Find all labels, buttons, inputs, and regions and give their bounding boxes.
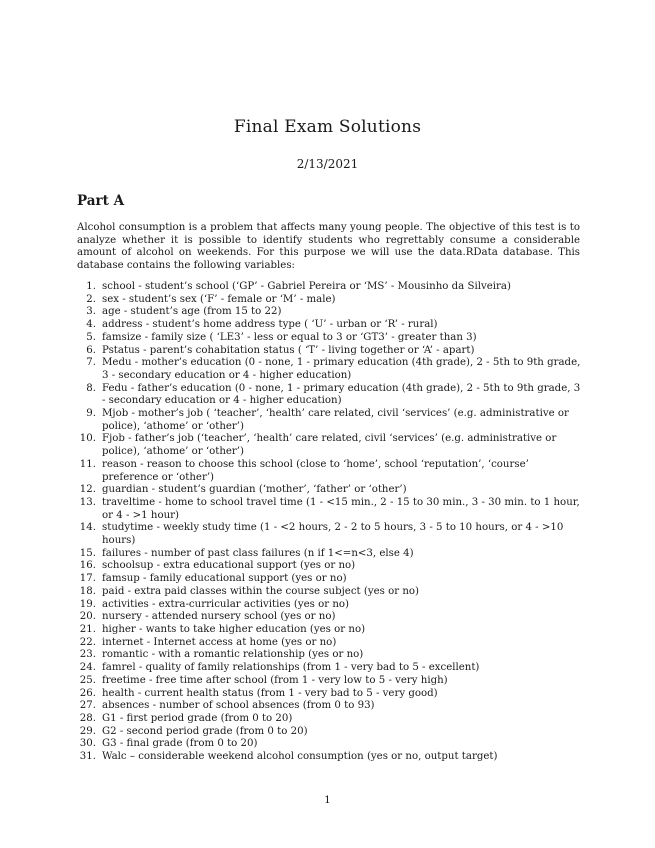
list-item-number: 3. [86, 306, 96, 318]
list-item-number: 8. [86, 382, 96, 394]
list-item-text: school - student’s school (‘GP’ - Gabriel Pereira or ‘MS’ - Mousinho da Silveira) [102, 281, 511, 292]
list-item-text: sex - student’s sex (‘F’ - female or ‘M’ - male) [102, 293, 336, 305]
list-item-text: famsize - family size ( ‘LE3’ - less or equal to 3 or ‘GT3’ - greater than 3) [102, 331, 477, 343]
list-item [77, 700, 582, 713]
list-item [77, 548, 582, 561]
list-item-text: address - student’s home address type ( ‘U’ - urban or ‘R’ - rural) [102, 319, 438, 331]
list-item [77, 688, 582, 701]
list-item-text: Fedu - father’s education (0 - none, 1 - primary education (4th grade), 2 - 5th to 9th grade, 3 - secondary education or 4 - higher education) [102, 382, 581, 407]
list-item-number: 27. [79, 700, 96, 712]
list-item-number: 13. [79, 496, 96, 508]
list-item [77, 522, 582, 547]
page-number: 1 [324, 794, 331, 806]
list-item-number: 5. [86, 331, 96, 343]
list-item-number: 28. [79, 712, 96, 724]
list-item [77, 294, 582, 307]
list-item-text: internet - Internet access at home (yes or no) [102, 636, 337, 648]
list-item [77, 345, 582, 358]
list-item-text: absences - number of school absences (from 0 to 93) [102, 700, 375, 712]
list-item [77, 433, 582, 458]
variable-list [77, 281, 582, 764]
list-item-number: 10. [79, 433, 96, 445]
list-item-text: paid - extra paid classes within the course subject (yes or no) [102, 585, 419, 597]
list-item-text: nursery - attended nursery school (yes or no) [102, 611, 336, 623]
list-item [77, 306, 582, 319]
list-item [77, 408, 582, 433]
list-item [77, 497, 582, 522]
list-item-number: 15. [79, 547, 96, 559]
section-heading: Part A [77, 193, 125, 209]
document-title: Final Exam Solutions [233, 117, 422, 137]
list-item [77, 649, 582, 662]
intro-paragraph: Alcohol consumption is a problem that affects many young people. The objective of this test is to analyze whether it is possible to identify students who regrettably consume a considerable amount of alcohol on weekends. For this purpose we will use the data.RData database. This database contains the following variables: [77, 222, 580, 271]
list-item [77, 383, 582, 408]
list-item-number: 16. [79, 560, 96, 572]
list-item [77, 459, 582, 484]
list-item [77, 319, 582, 332]
list-item-number: 25. [79, 674, 96, 686]
list-item [77, 611, 582, 624]
list-item [77, 624, 582, 637]
list-item-text: famrel - quality of family relationships (from 1 - very bad to 5 - excellent) [102, 662, 480, 674]
list-item-number: 19. [79, 598, 96, 610]
list-item [77, 573, 582, 586]
list-item-number: 2. [86, 293, 96, 305]
list-item-text: Medu - mother’s education (0 - none, 1 - primary education (4th grade), 2 - 5th to 9th grade, 3 - secondary education or 4 - higher education) [102, 357, 581, 381]
list-item-text: guardian - student’s guardian (‘mother’, ‘father’ or ‘other’) [102, 484, 407, 496]
list-item-text: studytime - weekly study time (1 - <2 hours, 2 - 2 to 5 hours, 3 - 5 to 10 hours, or 4 - >10 hours) [102, 522, 564, 547]
list-item-number: 14. [79, 522, 96, 534]
list-item-number: 22. [79, 636, 96, 648]
list-item-number: 23. [79, 649, 96, 661]
list-item-number: 17. [79, 573, 96, 585]
list-item [77, 726, 582, 739]
list-item-number: 4. [86, 319, 96, 331]
list-item-text: age - student’s age (from 15 to 22) [102, 306, 282, 318]
list-item-text: Pstatus - parent’s cohabitation status ( ‘T’ - living together or ‘A’ - apart) [102, 344, 475, 356]
list-item-number: 31. [79, 751, 96, 763]
list-item [77, 637, 582, 650]
list-item [77, 281, 582, 294]
list-item-text: reason - reason to choose this school (close to ‘home’, school ‘reputation’, ‘course’ preference or ‘other’) [102, 458, 529, 483]
list-item-number: 9. [86, 408, 96, 420]
list-item-number: 12. [79, 484, 96, 496]
list-item-text: failures - number of past class failures (n if 1<=n<3, else 4) [102, 547, 414, 559]
list-item [77, 484, 582, 497]
list-item-text: romantic - with a romantic relationship (yes or no) [102, 649, 364, 661]
list-item [77, 662, 582, 675]
list-item-text: freetime - free time after school (from 1 - very low to 5 - very high) [102, 674, 448, 686]
list-item-number: 20. [79, 611, 96, 623]
list-item [77, 586, 582, 599]
list-item [77, 713, 582, 726]
list-item-number: 1. [86, 281, 96, 292]
list-item-number: 18. [79, 585, 96, 597]
list-item-text: G3 - final grade (from 0 to 20) [102, 738, 258, 750]
list-item-number: 6. [86, 344, 96, 356]
list-item-text: Mjob - mother’s job ( ‘teacher’, ‘health’ care related, civil ‘services’ (e.g. administrative or police), ‘athome’ or ‘other’) [102, 408, 569, 432]
list-item-text: G1 - first period grade (from 0 to 20) [102, 712, 293, 724]
list-item-text: Walc – considerable weekend alcohol consumption (yes or no, output target) [102, 751, 498, 763]
list-item-text: higher - wants to take higher education (yes or no) [102, 623, 366, 635]
list-item [77, 357, 582, 382]
list-item [77, 738, 582, 751]
list-item-text: health - current health status (from 1 - very bad to 5 - very good) [102, 687, 438, 699]
list-item-number: 29. [79, 725, 96, 737]
list-item [77, 560, 582, 573]
list-item-number: 30. [79, 738, 96, 750]
list-item-text: activities - extra-curricular activities (yes or no) [102, 598, 350, 610]
list-item [77, 751, 582, 764]
list-item-text: famsup - family educational support (yes or no) [102, 573, 347, 585]
list-item-text: Fjob - father’s job (‘teacher’, ‘health’ care related, civil ‘services’ (e.g. administrative or police), ‘athome’ or ‘other’) [102, 433, 557, 458]
list-item-text: schoolsup - extra educational support (yes or no) [102, 560, 356, 572]
list-item [77, 332, 582, 345]
list-item-number: 7. [86, 357, 96, 369]
list-item-number: 11. [79, 458, 96, 470]
list-item-number: 26. [79, 687, 96, 699]
list-item [77, 675, 582, 688]
list-item-text: G2 - second period grade (from 0 to 20) [102, 725, 308, 737]
list-item-text: traveltime - home to school travel time (1 - <15 min., 2 - 15 to 30 min., 3 - 30 min. to 1 hour, or 4 - >1 hour) [102, 496, 580, 521]
document-date: 2/13/2021 [296, 157, 359, 171]
list-item [77, 599, 582, 612]
list-item-number: 21. [79, 623, 96, 635]
list-item-number: 24. [79, 662, 96, 674]
